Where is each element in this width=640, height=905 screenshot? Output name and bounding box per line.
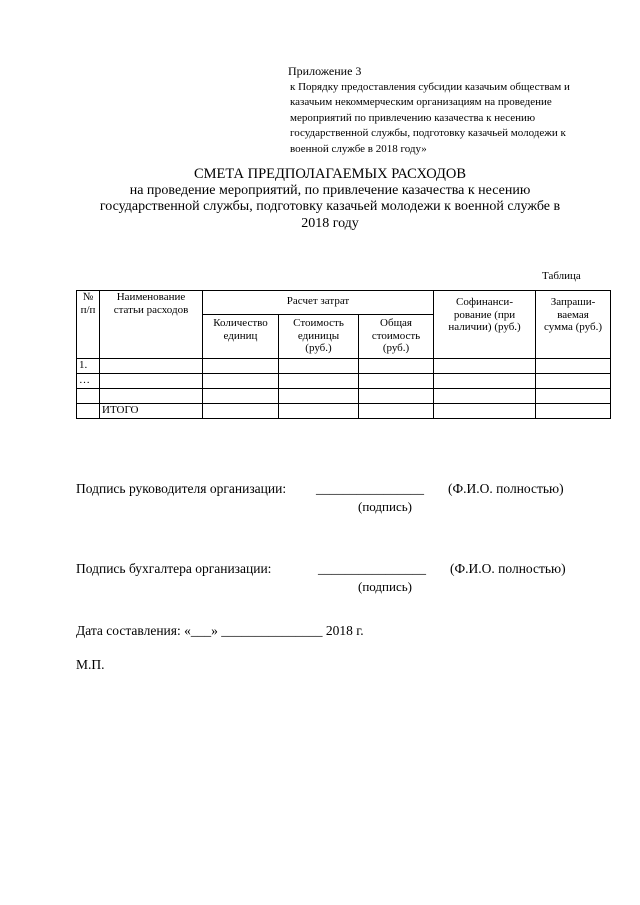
total-label: ИТОГО: [100, 404, 203, 419]
table-row: [77, 389, 611, 404]
row-name: [100, 389, 203, 404]
appendix-line: военной службе в 2018 году»: [290, 142, 427, 155]
header-calc: Расчет затрат: [203, 291, 434, 315]
row-num: 1.: [77, 359, 100, 374]
accountant-signature-fio: (Ф.И.О. полностью): [450, 561, 566, 576]
appendix-line: к Порядку предоставления субсидии казачьим обществам и: [290, 80, 570, 93]
document-title: [60, 166, 600, 232]
title-line: 2018 году: [301, 215, 359, 231]
title-main: СМЕТА ПРЕДПОЛАГАЕМЫХ РАСХОДОВ: [193, 166, 466, 182]
accountant-signature-caption: (подпись): [358, 579, 412, 594]
header-requested: Запраши- ваемая сумма (руб.): [536, 291, 611, 359]
estimate-table: [76, 290, 611, 419]
head-signature-caption: (подпись): [358, 499, 412, 514]
header-qty: Количество единиц: [203, 315, 279, 359]
head-signature-label: Подпись руководителя организации:: [76, 481, 287, 496]
row-num: [77, 404, 100, 419]
row-num: …: [77, 374, 100, 389]
header-total: Общая стоимость (руб.): [359, 315, 434, 359]
header-unit-cost: Стоимость единицы (руб.): [279, 315, 359, 359]
header-num: № п/п: [77, 291, 100, 359]
appendix-line: казачьим некоммерческим организациям на проведение: [290, 96, 552, 109]
header-cofinancing: Софинанси- рование (при наличии) (руб.): [434, 291, 536, 359]
table-row: [77, 359, 611, 374]
appendix-line: государственной службы, подготовку казачьей молодежи к: [290, 127, 566, 140]
date-line: Дата составления: «___» _______________ 2018 г.: [76, 623, 364, 638]
appendix-block: [288, 64, 628, 158]
stamp-label: М.П.: [76, 657, 105, 672]
header-name: Наименование статьи расходов: [100, 291, 203, 359]
head-signature-line: ________________: [316, 481, 424, 496]
appendix-title: Приложение 3: [288, 64, 362, 78]
title-line: государственной службы, подготовку казачьей молодежи к военной службе в: [99, 199, 561, 214]
accountant-signature-line: ________________: [318, 561, 426, 576]
row-num: [77, 389, 100, 404]
table-row: [77, 374, 611, 389]
head-signature-fio: (Ф.И.О. полностью): [448, 481, 564, 496]
row-name: [100, 374, 203, 389]
title-line: на проведение мероприятий, по привлечение казачества к несению: [129, 182, 531, 198]
row-name: [100, 359, 203, 374]
accountant-signature-label: Подпись бухгалтера организации:: [76, 561, 272, 576]
table-row-total: [77, 404, 611, 419]
appendix-line: мероприятий по привлечению казачества к несению: [290, 111, 536, 124]
table-label: Таблица: [542, 270, 581, 282]
